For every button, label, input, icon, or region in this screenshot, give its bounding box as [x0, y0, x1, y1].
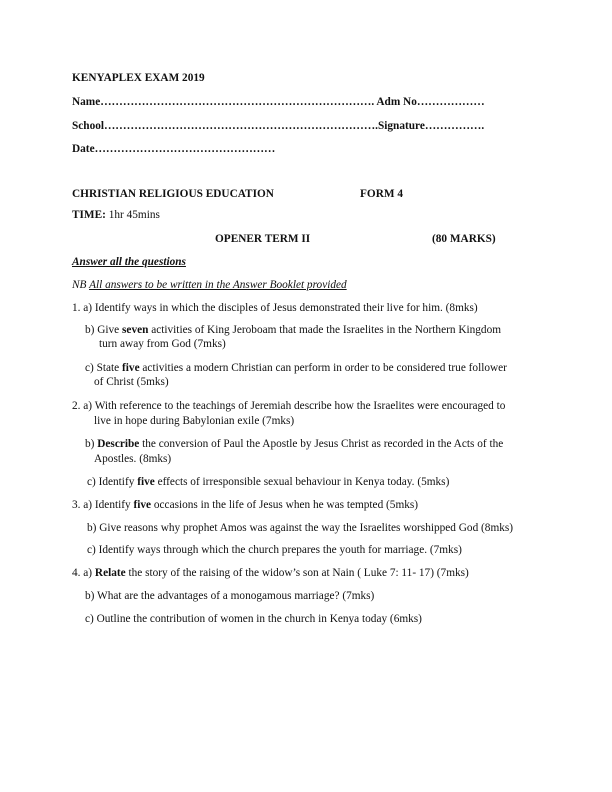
question-3b: b) Give reasons why prophet Amos was against the way the Israelites worshipped God (8mks)	[87, 522, 514, 534]
q-text: c) Identify	[87, 476, 138, 488]
q-emphasis: Relate	[94, 567, 126, 579]
school-signature-field: School……………………………………………………………….Signature…………….	[72, 120, 485, 132]
question-3a	[72, 498, 418, 512]
time-line	[72, 208, 160, 222]
question-2a: 2. a) With reference to the teachings of Jeremiah describe how the Israelites were encouraged to	[72, 400, 506, 412]
term-title: OPENER TERM II	[215, 233, 311, 245]
q-text: effects of irresponsible sexual behaviour in Kenya today. (5mks)	[154, 476, 450, 488]
q-text: c) State	[85, 362, 123, 374]
total-marks: (80 MARKS)	[432, 233, 496, 245]
q-text: activities a modern Christian can perform in order to be considered true follower	[139, 362, 507, 374]
form-level: FORM 4	[360, 188, 403, 200]
date-field: Date…………………………………………	[72, 143, 276, 155]
question-3c: c) Identify ways through which the church prepares the youth for marriage. (7mks)	[87, 544, 462, 556]
question-2c	[87, 475, 449, 489]
question-1b-cont: turn away from God (7mks)	[99, 338, 226, 350]
nb-instruction	[72, 278, 347, 292]
q-text: b) Give	[85, 324, 123, 336]
q-text: activities of King Jeroboam that made the Israelites in the Northern Kingdom	[148, 324, 502, 336]
question-2b	[85, 437, 503, 451]
question-1c	[85, 361, 507, 375]
nb-prefix: NB	[72, 279, 90, 291]
q-emphasis: seven	[122, 324, 149, 336]
q-emphasis: five	[133, 499, 152, 511]
q-text: 4. a)	[72, 567, 95, 579]
name-adm-field: Name………………………………………………………………. Adm No………………	[72, 96, 485, 108]
question-1a: 1. a) Identify ways in which the disciples of Jesus demonstrated their live for him. (8mks)	[72, 302, 478, 314]
q-text: b)	[85, 438, 98, 450]
q-text: the story of the raising of the widow’s son at Nain ( Luke 7: 11- 17) (7mks)	[125, 567, 469, 579]
q-emphasis: Describe	[97, 438, 140, 450]
question-1b	[85, 323, 501, 337]
subject-name: CHRISTIAN RELIGIOUS EDUCATION	[72, 188, 274, 200]
q-text: occasions in the life of Jesus when he was tempted (5mks)	[151, 499, 419, 511]
q-emphasis: five	[137, 476, 155, 488]
question-2a-cont: live in hope during Babylonian exile (7mks)	[94, 415, 295, 427]
main-instruction: Answer all the questions	[72, 256, 186, 268]
q-emphasis: five	[122, 362, 140, 374]
nb-text: All answers to be written in the Answer Booklet provided	[89, 279, 347, 291]
q-text: 3. a) Identify	[72, 499, 134, 511]
time-label: TIME:	[72, 209, 106, 221]
exam-title: KENYAPLEX EXAM 2019	[72, 72, 205, 84]
question-4b: b) What are the advantages of a monogamous marriage? (7mks)	[85, 590, 375, 602]
question-4a	[72, 566, 469, 580]
time-value: 1hr 45mins	[105, 209, 160, 221]
question-2b-cont: Apostles. (8mks)	[94, 453, 172, 465]
question-4c: c) Outline the contribution of women in the church in Kenya today (6mks)	[85, 613, 422, 625]
question-1c-cont: of Christ (5mks)	[94, 376, 169, 388]
q-text: the conversion of Paul the Apostle by Jesus Christ as recorded in the Acts of the	[139, 438, 504, 450]
